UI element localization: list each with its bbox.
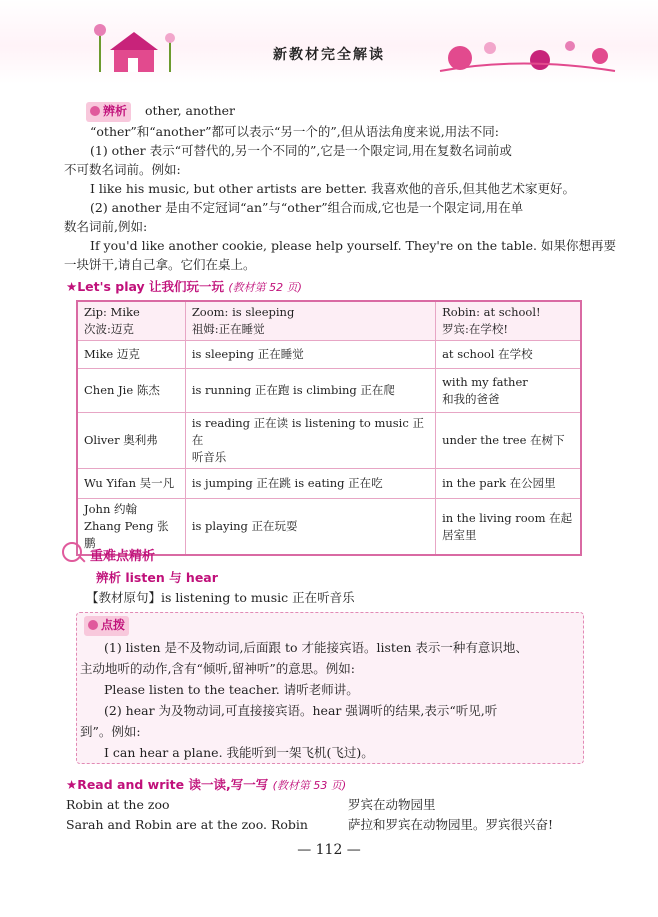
analysis-topic: other, another xyxy=(145,103,236,118)
table-cell-line: at school 在学校 xyxy=(442,347,533,361)
read-line2-cn: 萨拉和罗宾在动物园里。罗宾很兴奋! xyxy=(348,817,554,832)
table-row xyxy=(77,369,581,413)
table-cell-line: Zip: Mike xyxy=(84,305,140,319)
tip-line5: 到”。例如: xyxy=(80,724,141,739)
table-cell-line: is reading 正在读 is listening to music 正在 xyxy=(191,416,424,447)
analysis-tag: 辨析 xyxy=(86,102,131,122)
tip-heading xyxy=(84,615,129,636)
table-cell xyxy=(185,499,435,556)
table-row xyxy=(77,301,581,341)
table-cell xyxy=(185,341,435,369)
lets-play-ref: (教材第 52 页) xyxy=(228,281,302,294)
para1-line8: 一块饼干,请自己拿。它们在桌上。 xyxy=(64,257,256,272)
table-row xyxy=(77,469,581,499)
table-cell-line: with my father xyxy=(442,374,528,389)
focus-heading: 重难点精析 xyxy=(90,549,156,564)
table-cell-line: John 约翰 xyxy=(84,502,138,516)
table-cell-line: Zhang Peng 张鹏 xyxy=(84,519,169,550)
table-cell-line: Chen Jie 陈杰 xyxy=(84,383,160,397)
table-cell-line: 居室里 xyxy=(442,527,477,542)
table-cell-line: 次波:迈克 xyxy=(84,322,134,336)
table-cell xyxy=(185,413,435,469)
read-write-ref: (教材第 53 页) xyxy=(272,779,347,792)
table-row xyxy=(77,341,581,369)
focus-source: 【教材原句】is listening to music 正在听音乐 xyxy=(86,590,355,605)
tip-line1: (1) listen 是不及物动词,后面跟 to 才能接宾语。listen 表示一种有意识地、 xyxy=(104,640,528,655)
table-cell-line: is sleeping 正在睡觉 xyxy=(191,347,304,361)
page-number: — 112 — xyxy=(297,842,361,858)
magnifier-handle-icon xyxy=(78,555,85,562)
para1-line6: 数名词前,例如: xyxy=(64,219,148,234)
tip-line4: (2) hear 为及物动词,可直接接宾语。hear 强调听的结果,表示“听见,听 xyxy=(104,703,498,718)
tip-line3: Please listen to the teacher. 请听老师讲。 xyxy=(104,682,359,697)
table-cell xyxy=(436,301,581,341)
table-cell xyxy=(77,369,185,413)
table-cell xyxy=(436,341,581,369)
table-cell xyxy=(436,369,581,413)
table-cell-line: under the tree 在树下 xyxy=(442,433,565,447)
read-write-heading: ★Read and write 读一读,写一写 (教材第 53 页) xyxy=(66,777,347,792)
table-cell-line: 听音乐 xyxy=(191,450,227,464)
magnifier-icon xyxy=(62,542,82,562)
para1-line4: I like his music, but other artists are better. 我喜欢他的音乐,但其他艺术家更好。 xyxy=(90,181,575,196)
table-cell-line: Zoom: is sleeping xyxy=(191,305,295,319)
tip-line2: 主动地听的动作,含有“倾听,留神听”的意思。例如: xyxy=(80,661,355,676)
analysis-heading xyxy=(86,101,235,122)
table-cell-line: Mike 迈克 xyxy=(84,347,140,361)
table-cell-line: 祖姆:正在睡觉 xyxy=(191,322,265,336)
para1-line1: “other”和“another”都可以表示“另一个的”,但从语法角度来说,用法不同: xyxy=(90,124,499,139)
table-row xyxy=(77,413,581,469)
tip-tag: 点拨 xyxy=(84,616,129,636)
header-title: 新教材完全解读 xyxy=(273,47,385,63)
table-cell-line: Oliver 奥利弗 xyxy=(84,433,158,447)
table-cell-line: in the park 在公园里 xyxy=(442,476,556,490)
table-cell-line: Robin: at school! xyxy=(442,305,541,319)
read-line2-en: Sarah and Robin are at the zoo. Robin xyxy=(66,817,308,832)
table-cell xyxy=(436,499,581,556)
table-cell-line: 罗宾:在学校! xyxy=(442,322,509,336)
para1-line2: (1) other 表示“可替代的,另一个不同的”,它是一个限定词,用在复数名词前或 xyxy=(90,143,512,158)
table-cell xyxy=(436,413,581,469)
table-cell-line: is playing 正在玩耍 xyxy=(191,519,298,533)
table-cell xyxy=(77,469,185,499)
para1-line7: If you'd like another cookie, please help yourself. They're on the table. 如果你想再要 xyxy=(90,238,616,253)
bullet-icon xyxy=(90,106,100,116)
table-cell xyxy=(185,469,435,499)
tip-line6: I can hear a plane. 我能听到一架飞机(飞过)。 xyxy=(104,745,374,760)
table-cell-line: 和我的爸爸 xyxy=(442,391,500,406)
table-cell-line: is jumping 正在跳 is eating 正在吃 xyxy=(191,476,383,490)
table-cell xyxy=(77,413,185,469)
para1-line3: 不可数名词前。例如: xyxy=(64,162,181,177)
table-cell xyxy=(77,341,185,369)
table-cell-line: in the living room 在起 xyxy=(442,510,573,525)
focus-subheading: 辨析 listen 与 hear xyxy=(96,570,218,585)
bullet-icon xyxy=(88,620,98,630)
lets-play-table xyxy=(76,300,582,556)
table-cell xyxy=(77,301,185,341)
para1-line5: (2) another 是由不定冠词“an”与“other”组合而成,它也是一个限定词,用在单 xyxy=(90,200,524,215)
table-cell-line: Wu Yifan 吴一凡 xyxy=(84,476,175,490)
lets-play-heading: ★Let's play 让我们玩一玩 (教材第 52 页) xyxy=(66,279,302,294)
read-line1-en: Robin at the zoo xyxy=(66,797,170,812)
table-cell xyxy=(185,369,435,413)
read-line1-cn: 罗宾在动物园里 xyxy=(348,797,436,812)
table-cell-line: is running 正在跑 is climbing 正在爬 xyxy=(191,383,395,397)
table-cell xyxy=(436,469,581,499)
table-cell xyxy=(185,301,435,341)
